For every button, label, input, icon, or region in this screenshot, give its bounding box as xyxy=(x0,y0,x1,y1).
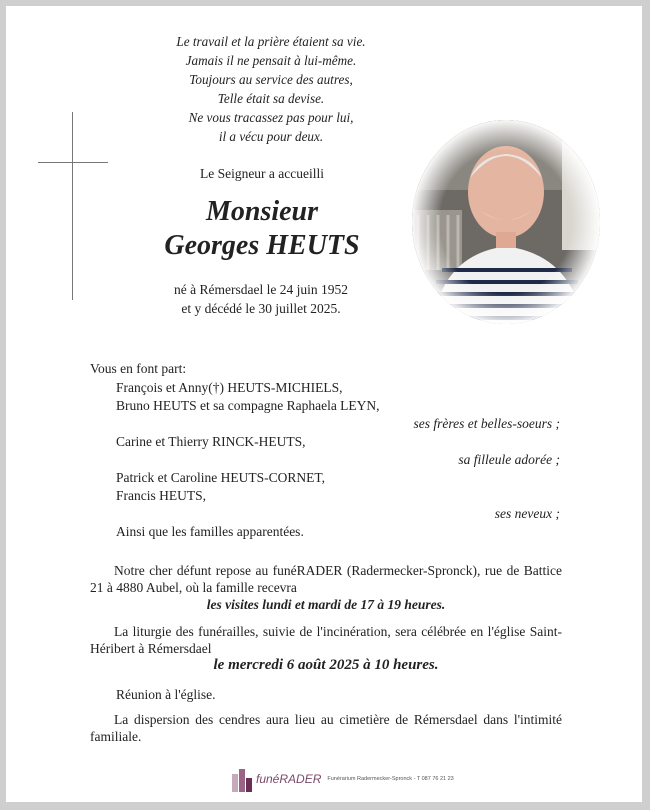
deceased-name: Georges HEUTS xyxy=(164,230,360,261)
welcome-text: Le Seigneur a accueilli xyxy=(199,166,325,181)
obituary-card xyxy=(6,6,642,802)
family-name: Bruno HEUTS et sa compagne Raphaela LEYN, xyxy=(116,398,380,413)
cross-icon-bar xyxy=(38,162,108,163)
poem-line: Toujours au service des autres, xyxy=(189,72,353,87)
relation-label: ses neveux ; xyxy=(494,506,560,521)
relation-label: ses frères et belles-soeurs ; xyxy=(413,416,560,431)
family-name: Patrick et Caroline HEUTS-CORNET, xyxy=(116,470,325,485)
poem-line: Le travail et la prière étaient sa vie. xyxy=(176,34,366,49)
birth-date: né à Rémersdael le 24 juin 1952 xyxy=(174,282,348,297)
family-name: Francis HEUTS, xyxy=(116,488,206,503)
logo-tagline: Funérarium Radermecker-Spronck - T 087 76 21 23 xyxy=(327,776,454,782)
families-line: Ainsi que les familles apparentées. xyxy=(116,524,304,539)
cross-icon xyxy=(72,112,73,300)
life-dates xyxy=(146,280,376,318)
deceased-title: Monsieur xyxy=(205,196,319,227)
death-date: et y décédé le 30 juillet 2025. xyxy=(181,301,341,316)
portrait-photo xyxy=(412,120,600,324)
logo-brand: funéRADER xyxy=(256,772,322,786)
poem-line: il a vécu pour deux. xyxy=(218,129,324,144)
liturgy-paragraph: La liturgie des funérailles, suivie de l'incinération, sera célébrée en l'église Saint-Héribert à Rémersdael xyxy=(90,624,562,656)
logo-mark-icon xyxy=(232,766,252,792)
poem-line: Jamais il ne pensait à lui-même. xyxy=(185,53,357,68)
family-name: François et Anny(†) HEUTS-MICHIELS, xyxy=(116,380,343,395)
meeting-line: Réunion à l'église. xyxy=(116,687,216,702)
poem-line: Telle était sa devise. xyxy=(217,91,325,106)
funeral-home-logo xyxy=(232,766,454,792)
visits-line: les visites lundi et mardi de 17 à 19 heures. xyxy=(206,597,446,612)
rest-paragraph: Notre cher défunt repose au funéRADER (Radermecker-Spronck), rue de Battice 21 à 4880 Aubel, où la famille recevra xyxy=(90,563,562,595)
poem-line: Ne vous tracassez pas pour lui, xyxy=(188,110,354,125)
poem xyxy=(126,32,416,146)
ceremony-date: le mercredi 6 août 2025 à 10 heures. xyxy=(213,657,439,673)
announcement-intro: Vous en font part: xyxy=(90,361,187,376)
ashes-paragraph: La dispersion des cendres aura lieu au cimetière de Rémersdael dans l'intimité familiale. xyxy=(90,712,562,744)
family-name: Carine et Thierry RINCK-HEUTS, xyxy=(116,434,306,449)
relation-label: sa filleule adorée ; xyxy=(458,452,560,467)
